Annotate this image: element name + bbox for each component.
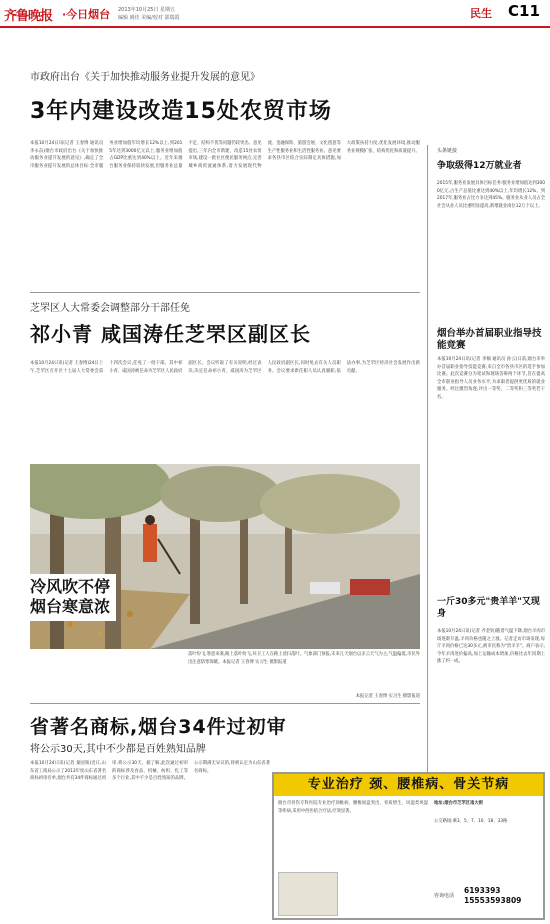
photo-credit: 本报记者 王春博 实习生 摄影报道 [355, 694, 420, 699]
advertisement [272, 772, 545, 920]
page-number: C11 [508, 2, 540, 20]
section-rule [30, 292, 420, 293]
street-photo [30, 464, 420, 649]
story1-body: 本报10月24日讯(记者 王春博 通讯员 李永奋)烟台市政府出台《关于加快推动服务业提升发展的意见》,确定了全市服务业提升发展的总体目标:全市服务业增加值年均增长12%以上,到2015年达到3000亿元以上,服务业增加值占GDP比重达到40%以上。近年来烟台服务业保持较快发展,但服务业总量不足、结构不优等问题仍较突出。意见提出,三年内全市新建、改造15处农贸市场,建设一批社区便民服务网点,完善城乡商贸流通体系,着力发展现代物流、金融保险、旅游会展、文化创意等生产性服务业和生活性服务业。意见要求各县市区结合实际制定具体措施,加大政策扶持力度,优化发展环境,推动服务业规模扩张、结构优化和质量提升。 [30, 141, 420, 169]
story2-body: 本报10月24日讯(记者 王春博)24日上午,芝罘区召开区十七届人大常委会第十四次会议,任免了一批干部。其中祁小青、咸国涛被任命为芝罘区人民政府副区长。会议听取了有关说明,经过表决,决定任命祁小青、咸国涛为芝罘区人民政府副区长,同时免去有关人员职务。会议要求新任职人员认真履职,依法办事,为芝罘区经济社会发展作出新贡献。 [30, 361, 420, 374]
section-rule-2 [30, 703, 420, 704]
photo-caption: 落叶纷飞,寒意来袭,路上落叶纷飞,环卫工人在路上清扫落叶。气象部门预报,未来几天烟台以多云天气为主,气温偏低,市民外出注意防寒保暖。本报记者 王春博 实习生 摄影报道 [188, 652, 420, 665]
sidebar-title: 争取级得12万就业者 [437, 161, 522, 171]
street-scene-illustration [30, 464, 420, 649]
ad-body: 烟台市骨伤专科医院专业治疗颈椎病、腰椎间盘突出、骨质增生、风湿类风湿等疾病,采用中西医结合疗法,疗效显著。 [278, 801, 428, 814]
story5-headline: 省著名商标,烟台34件过初审 [30, 716, 287, 738]
ad-building-image [278, 872, 338, 916]
ad-phone: 6193393 15553593809 [464, 886, 522, 905]
story1-headline: 3年内建设改造15处农贸市场 [30, 99, 332, 124]
masthead [0, 0, 550, 28]
sidebar-kicker: 头条链接 [437, 148, 458, 154]
edition-name: ·今日烟台 [62, 8, 111, 21]
photo-headline-box [30, 574, 116, 621]
photo-headline-line2: 烟台寒意浓 [30, 597, 111, 616]
issue-date: 2013年10月25日 星期五 [118, 7, 176, 13]
ad-bus-routes: 公交路线:乘3、5、7、10、18、33路 [434, 819, 508, 824]
story3-headline: 烟台举办首届职业指导技能竞赛 [437, 328, 542, 351]
story5-body: 本报10月24日讯(记者 秦国领)近日,山东省工商局公示了2013年度山东省著名商标初审名单,烟台共有34件商标通过初审,将公示30天。据了解,此次通过初审的商标涉及食品、机械、纺织、化工等多个行业,其中不少是百姓熟知的品牌。公示期满无异议的,将被认定为山东省著名商标。 [30, 761, 270, 782]
section-name: 民生 [470, 7, 492, 20]
ad-title: 专业治疗 颈、腰椎病、骨关节病 [274, 774, 543, 796]
newspaper-logo: 齐鲁晚报 [4, 9, 53, 24]
photo-headline-line1: 冷风吹不停 [30, 577, 111, 596]
issue-info [118, 6, 179, 22]
ad-phone-label: 咨询电话 [434, 893, 455, 899]
story3-body: 本报10月24日讯(记者 李楠 通讯员 孙云)日前,烟台市举办首届职业指导技能竞赛,来自全市各县市区的选手参加比赛。此次竞赛分为笔试和现场答辩两个环节,旨在提高全市职业指导人员业务水平,为求职者提供更优质的就业服务。经过激烈角逐,评出一等奖、二等奖和三等奖若干名。 [437, 357, 545, 400]
story5-subhead: 将公示30天,其中不少都是百姓熟知品牌 [30, 744, 206, 755]
story1-kicker: 市政府出台《关于加快推动服务业提升发展的意见》 [30, 72, 260, 83]
ad-address: 地址:烟台市芝罘区南大街 [434, 801, 483, 806]
story4-body: 本报10月24日讯(记者 齐金钊)随着气温下降,烟台羊肉市场逐渐升温,羊肉价格也随之上涨。记者走访市场发现,每斤羊肉价格已达30多元,被市民称为"贵羊羊"。商户表示,今年羊肉进价偏高,加上运输成本增加,价格比去年同期上涨了约一成。 [437, 629, 545, 665]
staff-line: 编辑 姚佳 美编/校对 邵瑞霞 [118, 15, 180, 21]
story2-kicker: 芝罘区人大常委会调整部分干部任免 [30, 303, 190, 314]
story2-headline: 祁小青 咸国涛任芝罘区副区长 [30, 322, 311, 346]
story4-headline: 一斤30多元"贵羊羊"又现身 [437, 597, 540, 619]
sidebar-body: 2015年,服务业发展具体目标任务:服务业增加值达到3000亿元,占生产总值比重达到40%以上,年均增长12%。到2017年,服务业占比力争达到45%。服务业从业人员占全社会从业人员比重明显提高,新增就业岗位12万个以上。 [437, 181, 545, 209]
